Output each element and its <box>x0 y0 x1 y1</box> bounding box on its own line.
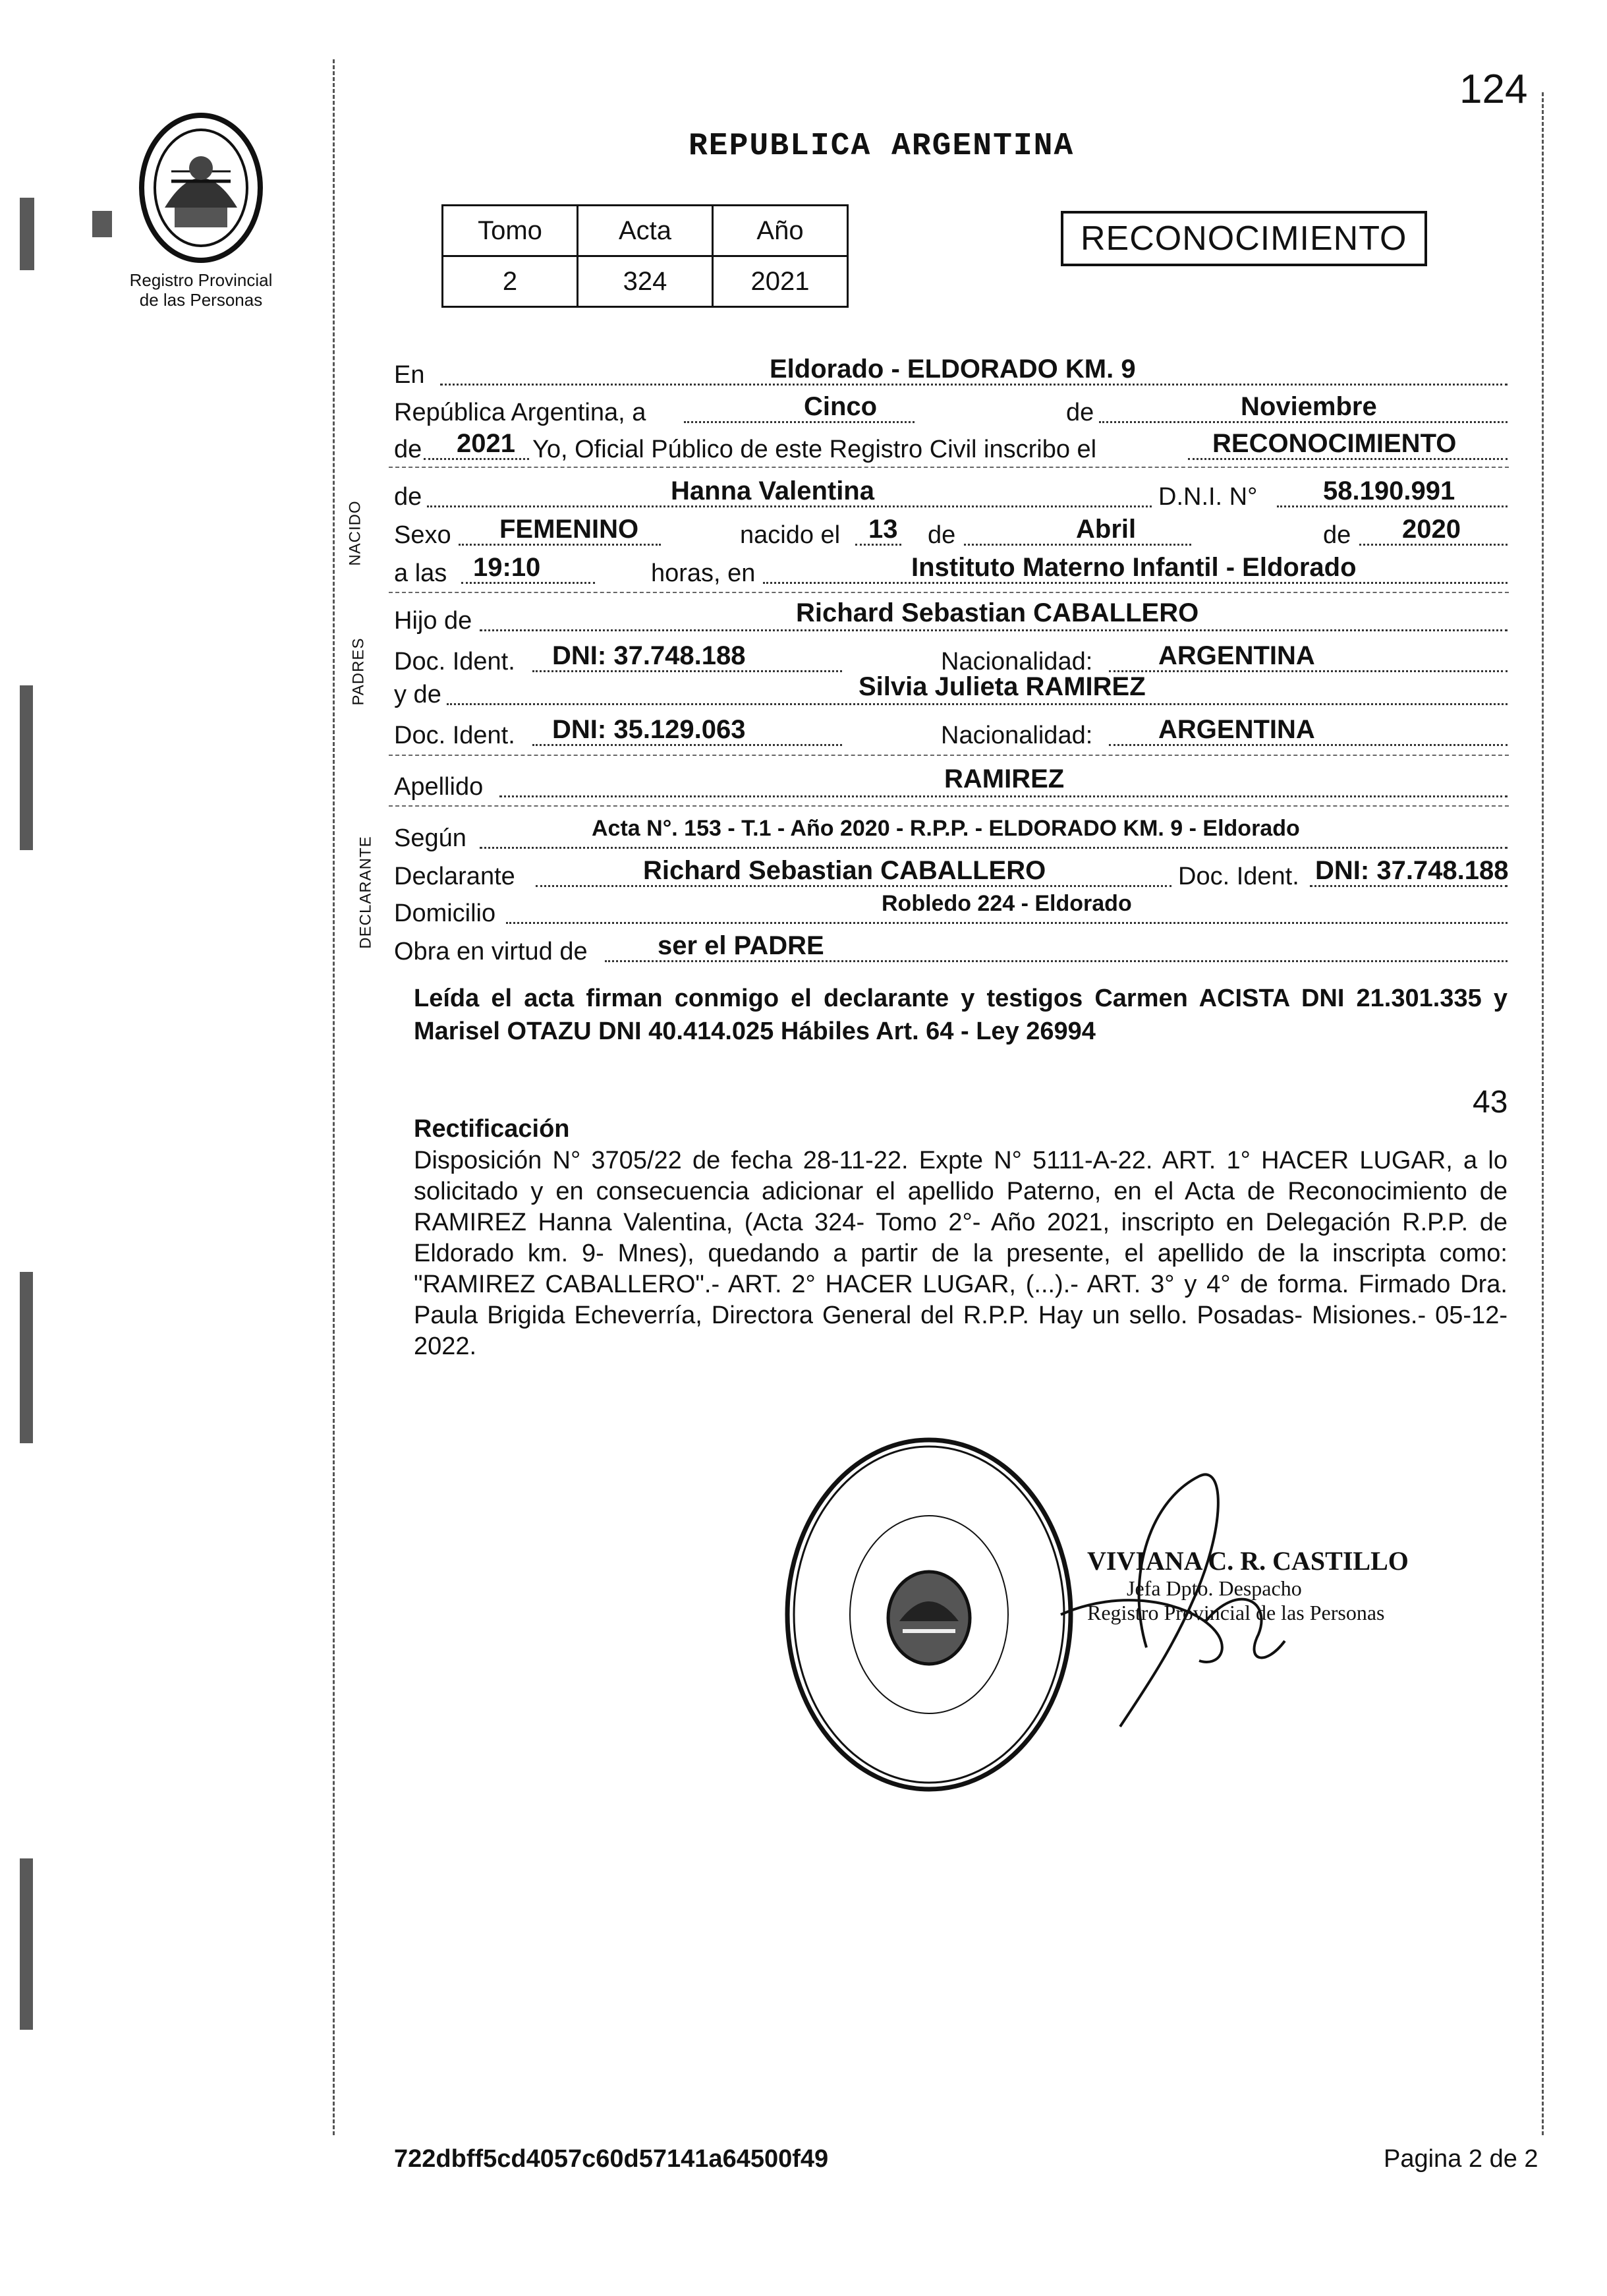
header-tomo: Tomo <box>443 206 578 256</box>
row-nombre: de Hanna Valentina D.N.I. N° 58.190.991 <box>394 474 1508 514</box>
footer-hash: 722dbff5cd4057c60d57141a64500f49 <box>394 2145 829 2173</box>
value-madre-doc: DNI: 35.129.063 <box>552 715 746 744</box>
footer-page: Pagina 2 de 2 <box>1384 2145 1538 2173</box>
document-title: REPUBLICA ARGENTINA <box>689 129 1075 164</box>
value-sexo: FEMENINO <box>499 515 639 544</box>
value-segun: Acta N°. 153 - T.1 - Año 2020 - R.P.P. - ELDORADO KM. 9 - Eldorado <box>592 816 1300 841</box>
header-anio: Año <box>713 206 848 256</box>
value-dni: 58.190.991 <box>1323 476 1455 505</box>
closing-text: Leída el acta firman conmigo el declarante y testigos Carmen ACISTA DNI 21.301.335 y Marisel OTAZU DNI 40.414.025 Hábiles Art. 64 - Ley 26994 <box>414 985 1508 1045</box>
record-table-header <box>443 206 848 256</box>
province-seal-icon <box>125 109 277 267</box>
scan-mark <box>20 685 33 850</box>
value-dia: Cinco <box>804 392 878 421</box>
value-decl-doc: DNI: 37.748.188 <box>1315 856 1509 885</box>
value-nombre: Hanna Valentina <box>671 476 874 505</box>
value-mes: Noviembre <box>1241 392 1377 421</box>
value-nac-anio: 2020 <box>1402 515 1461 544</box>
row-declarante: Declarante Richard Sebastian CABALLERO Doc. Ident. DNI: 37.748.188 <box>394 856 1509 890</box>
value-declarante: Richard Sebastian CABALLERO <box>643 856 1046 885</box>
value-padre: Richard Sebastian CABALLERO <box>796 598 1199 627</box>
row-madre-doc: Doc. Ident. DNI: 35.129.063 Nacionalidad: ARGENTINA <box>394 713 1508 753</box>
record-type-box: RECONOCIMIENTO <box>1061 211 1427 266</box>
value-tomo: 2 <box>443 256 578 307</box>
value-obra: ser el PADRE <box>658 931 824 960</box>
row-segun: Según Acta N°. 153 - T.1 - Año 2020 - R.P.P. - ELDORADO KM. 9 - Eldorado <box>394 816 1508 855</box>
row-domicilio: Domicilio Robledo 224 - Eldorado <box>394 891 1508 931</box>
signature-stamp-name: VIVIANA C. R. CASTILLO <box>1087 1546 1409 1576</box>
rectificacion-body: Disposición N° 3705/22 de fecha 28-11-22. Expte N° 5111-A-22. ART. 1° HACER LUGAR, a lo solicitado y en consecuencia adicionar el apellido Paterno, en el Acta de Reconocimiento de RAMIREZ Hanna Valentina, (Acta 324- Tomo 2°- Año 2021, inscripto en Delegación R.P.P. de Eldorado km. 9- Mnes), quedando a partir de la presente, el apellido de la inscripta como: "RAMIREZ CABALLERO".- ART. 2° HACER LUGAR, (...).- ART. 3° y 4° de forma. Firmado Dra. Paula Brigida Echeverría, Directora General del R.P.P. Hay un sello. Posadas- Misiones.- 05-12-2022. <box>414 1147 1508 1360</box>
side-label-nacido: NACIDO <box>346 500 364 566</box>
value-lugar-nac: Instituto Materno Infantil - Eldorado <box>911 553 1357 582</box>
label-en: En <box>394 361 425 389</box>
value-nac-mes: Abril <box>1076 515 1137 544</box>
row-padre-doc: Doc. Ident. DNI: 37.748.188 Nacionalidad: ARGENTINA <box>394 639 1508 679</box>
value-acta: 324 <box>578 256 713 307</box>
signature-stamp-role: Jefa Dpto. Despacho <box>1127 1576 1302 1600</box>
row-madre: y de Silvia Julieta RAMIREZ <box>394 672 1508 712</box>
right-margin-line <box>1542 92 1544 2135</box>
value-anio: 2021 <box>457 429 515 458</box>
value-padre-nac: ARGENTINA <box>1158 641 1315 670</box>
side-label-padres: PADRES <box>349 637 368 706</box>
value-apellido: RAMIREZ <box>944 764 1065 793</box>
value-padre-doc: DNI: 37.748.188 <box>552 641 746 670</box>
row-hora: a las 19:10 horas, en Instituto Materno Infantil - Eldorado <box>394 551 1508 590</box>
scan-mark <box>20 1272 33 1443</box>
row-padre: Hijo de Richard Sebastian CABALLERO <box>394 598 1508 638</box>
value-anio: 2021 <box>713 256 848 307</box>
signature-stamp <box>1087 1545 1409 1625</box>
rectificacion-number: 43 <box>1473 1085 1508 1120</box>
left-margin-line <box>333 59 335 2135</box>
value-madre: Silvia Julieta RAMIREZ <box>859 672 1146 701</box>
row-fecha: República Argentina, a Cinco de Noviembre <box>394 390 1508 430</box>
logo <box>125 109 283 310</box>
header-acta: Acta <box>578 206 713 256</box>
logo-caption: Registro Provincial de las Personas <box>129 270 273 310</box>
page-number: 124 <box>1459 67 1528 112</box>
scan-mark <box>92 211 112 237</box>
value-hora: 19:10 <box>473 553 541 582</box>
official-stamp <box>777 1430 1081 1799</box>
scan-mark <box>20 198 34 270</box>
ministry-seal-icon <box>777 1430 1081 1799</box>
value-madre-nac: ARGENTINA <box>1158 715 1315 744</box>
row-obra: Obra en virtud de ser el PADRE <box>394 929 1508 969</box>
value-tipo: RECONOCIMIENTO <box>1212 429 1457 458</box>
row-apellido: Apellido RAMIREZ <box>394 764 1508 804</box>
value-nac-dia: 13 <box>868 515 898 544</box>
row-inscribe: de 2021 Yo, Oficial Público de este Registro Civil inscribo el RECONOCIMIENTO <box>394 427 1508 467</box>
scan-mark <box>20 1858 33 2030</box>
row-sexo: Sexo FEMENINO nacido el 13 de Abril de 2020 <box>394 513 1508 552</box>
record-table <box>441 204 849 308</box>
signature-stamp-org: Registro Provincial de las Personas <box>1087 1601 1385 1624</box>
side-label-declarante: DECLARANTE <box>356 836 375 949</box>
value-lugar: Eldorado - ELDORADO KM. 9 <box>770 355 1136 384</box>
rectificacion-title: Rectificación <box>414 1115 570 1143</box>
value-domicilio: Robledo 224 - Eldorado <box>882 891 1132 916</box>
row-lugar <box>394 353 1508 392</box>
record-table-values <box>443 256 848 307</box>
